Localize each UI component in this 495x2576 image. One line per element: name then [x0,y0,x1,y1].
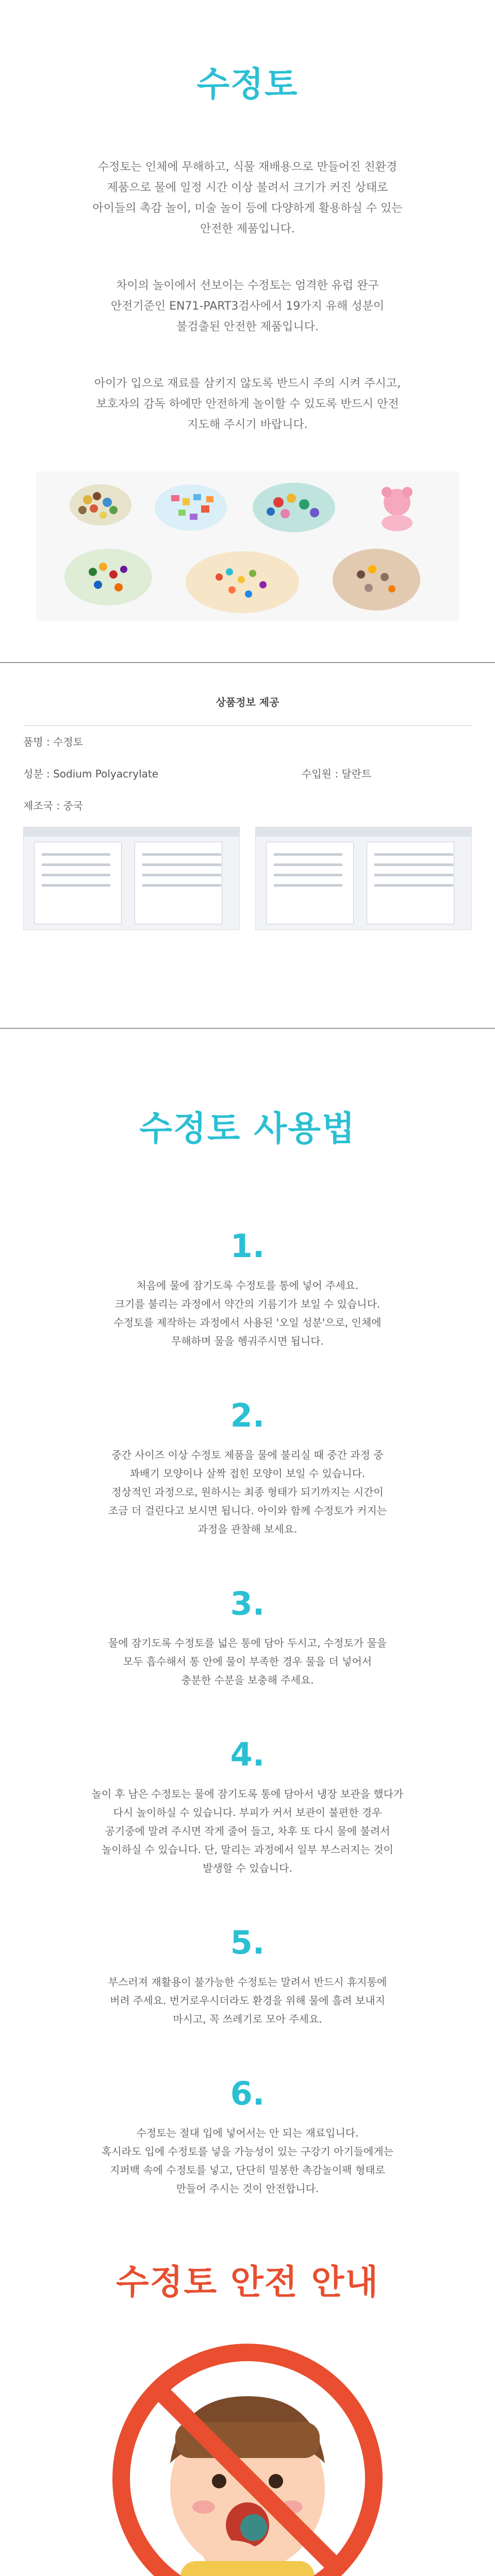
step-line: 다시 놀이하실 수 있습니다. 부피가 커서 보관이 불편한 경우 [113,1806,382,1819]
step-line: 처음에 물에 잠기도록 수정토를 통에 넣어 주세요. [136,1279,359,1292]
prohibition-graphic [103,2334,392,2576]
step-line: 꽈배기 모양이나 살짝 접힌 모양이 보일 수 있습니다. [129,1467,366,1480]
step-line: 만들어 주시는 것이 안전합니다. [176,2182,319,2195]
info-row [23,790,472,822]
step-number: 4. [230,1736,265,1773]
step-number: 2. [230,1397,265,1434]
info-row [23,726,472,758]
step-line: 수정토는 절대 입에 넣어서는 안 되는 재료입니다. [136,2127,359,2139]
step-number: 3. [230,1585,265,1622]
usage-step-5 [0,1924,495,2028]
product-title: 수정토 [196,64,299,104]
intro-paragraph-2 [41,240,454,337]
info-ingredient: 성분 : Sodium Polyacrylate [23,768,159,780]
usage-step-2 [0,1397,495,1538]
step-number: 1. [230,1227,265,1265]
step-line: 버려 주세요. 번거로우시더라도 환경을 위해 물에 흘려 보내지 [110,1994,385,2007]
bead-pile [155,484,227,531]
info-importer: 수입원 : 달란트 [302,768,372,780]
usage-step-3 [0,1585,495,1689]
certificate-image [23,827,240,930]
usage-step-1 [0,1227,495,1350]
step-line: 중간 사이즈 이상 수정토 제품을 물에 불리실 때 중간 과정 중 [111,1449,384,1461]
step-text [21,1446,474,1538]
step-text [21,1634,474,1689]
step-line: 수정토를 제작하는 과정에서 사용된 '오일 성분'으로, 인체에 [113,1316,382,1329]
step-line: 정상적인 과정으로, 원하시는 최종 형태가 되기까지는 시간이 [111,1486,384,1498]
intro-line: 아이들의 촉감 놀이, 미술 놀이 등에 다양하게 활용하실 수 있는 [92,202,403,215]
step-number: 5. [230,1924,265,1961]
bead-pile [186,551,299,613]
usage-title: 수정토 사용법 [139,1109,356,1148]
intro-line: 제품으로 물에 일정 시간 이상 불려서 크기가 커진 상태로 [107,181,388,194]
no-swallow-sign-icon [103,2334,392,2576]
step-number: 6. [230,2075,265,2112]
step-line: 혹시라도 입에 수정토를 넣을 가능성이 있는 구강기 아기들에게는 [101,2145,394,2158]
step-text [21,1785,474,1877]
water-beads-image [36,471,459,621]
usage-step-6 [0,2075,495,2198]
step-line: 놀이하실 수 있습니다. 단, 말리는 과정에서 일부 부스러지는 것이 [102,1843,393,1856]
certificate-image [255,827,472,930]
step-line: 부스러져 재활용이 불가능한 수정토는 말려서 반드시 휴지통에 [108,1976,387,1988]
info-origin: 제조국 : 중국 [23,800,84,812]
step-line: 놀이 후 남은 수정토는 물에 잠기도록 통에 담아서 냉장 보관을 했다가 [91,1788,404,1800]
step-line: 지퍼백 속에 수정토를 넣고, 단단히 밀봉한 촉감놀이팩 형태로 [110,2164,385,2176]
intro-line: 보호자의 감독 하에만 안전하게 놀이할 수 있도록 반드시 안전 [96,398,399,411]
step-text [21,2124,474,2198]
step-text [21,1973,474,2028]
intro-line: 차이의 놀이에서 선보이는 수정토는 엄격한 유럽 완구 [116,279,379,292]
intro-line: 안전기준인 EN71-PART3검사에서 19가지 유해 성분이 [110,300,385,313]
step-line: 조금 더 걸린다고 보시면 됩니다. 아이와 함께 수정토가 커지는 [108,1504,387,1517]
step-line: 크기를 불리는 과정에서 약간의 기름기가 보일 수 있습니다. [114,1298,381,1310]
intro-paragraph-1 [41,106,454,240]
intro-line: 아이가 입으로 재료를 삼키지 않도록 반드시 주의 시켜 주시고, [94,377,401,390]
step-line: 발생할 수 있습니다. [203,1862,292,1874]
intro-line: 지도해 주시기 바랍니다. [187,418,308,431]
intro-line: 불검출된 안전한 제품입니다. [176,320,319,333]
step-line: 과정을 관찰해 보세요. [197,1523,298,1535]
intro-paragraph-3 [41,337,454,435]
bead-pile [70,484,131,526]
usage-step-4 [0,1736,495,1877]
toy-figure [382,487,412,531]
product-info-title: 상품정보 제공 [216,696,279,708]
product-photo [36,471,459,621]
intro-line: 안전한 제품입니다. [200,223,295,235]
step-text [21,1276,474,1350]
bead-pile [64,549,152,605]
bead-pile [333,549,420,611]
step-line: 충분한 수분을 보충해 주세요. [181,1674,314,1686]
intro-line: 수정토는 인체에 무해하고, 식물 재배용으로 만들어진 친환경 [97,161,398,174]
step-line: 마시고, 꼭 쓰레기로 모아 주세요. [173,2013,322,2025]
step-line: 공기중에 말려 주시면 작게 줄어 들고, 차후 또 다시 물에 불려서 [105,1825,390,1837]
test-certificates [23,827,472,930]
safety-title: 수정토 안전 안내 [116,2262,380,2302]
step-line: 무해하며 물을 헹궈주시면 됩니다. [171,1335,324,1347]
step-line: 모두 흡수해서 통 안에 물이 부족한 경우 물을 더 넣어서 [123,1655,372,1668]
info-name: 품명 : 수정토 [23,736,84,748]
info-row [23,758,472,790]
step-line: 물에 잠기도록 수정토를 넓은 통에 담아 두시고, 수정토가 물을 [108,1637,387,1649]
bead-pile [253,483,335,532]
